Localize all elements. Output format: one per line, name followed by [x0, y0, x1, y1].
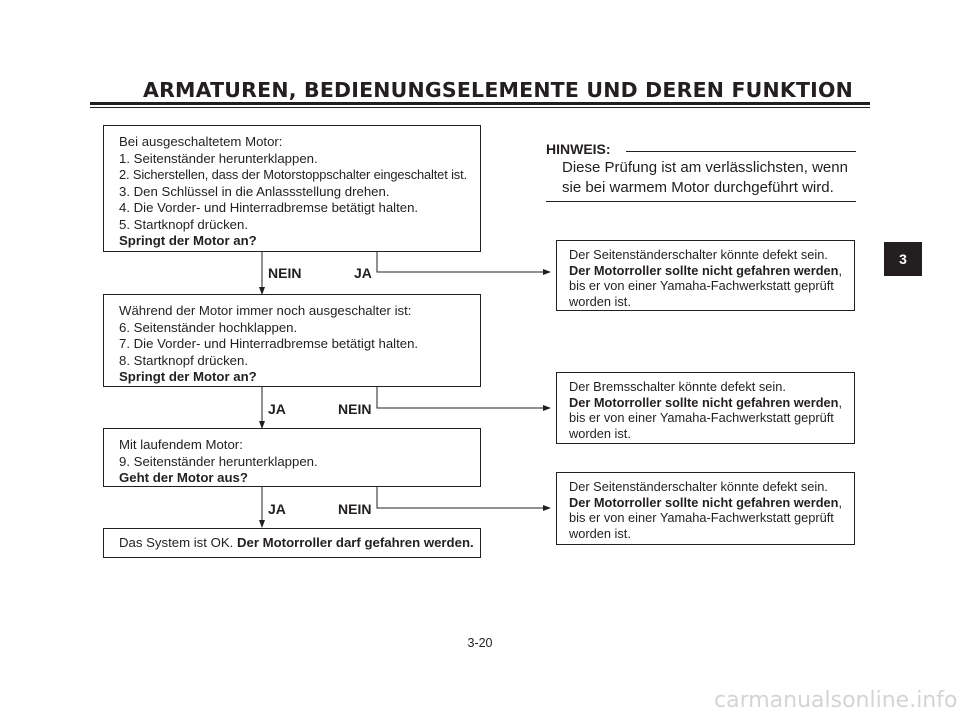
box3-line: 9. Seitenständer herunterklappen.: [119, 453, 318, 469]
note-text: [562, 158, 848, 198]
side-box-brake-switch: [556, 372, 855, 444]
side3-line1: Der Seitenständerschalter könnte defekt sein.: [569, 479, 828, 494]
side2-line2: [569, 395, 854, 411]
side2-line1: Der Bremsschalter könnte defekt sein.: [569, 379, 786, 394]
box1-line: 4. Die Vorder- und Hinterradbremse betätigt halten.: [119, 200, 419, 215]
side-box-sidestand-switch-2: [556, 472, 855, 545]
flow-box-step2: [103, 294, 481, 387]
side1-line2: [569, 263, 854, 279]
side3-bold: Der Motorroller sollte nicht gefahren werden: [569, 494, 839, 510]
box1-question: Springt der Motor an?: [119, 233, 257, 248]
box4-bold: Der Motorroller darf gefahren werden.: [236, 535, 474, 550]
page-number: 3-20: [467, 636, 493, 650]
box2-line: 6. Seitenständer hochklappen.: [119, 319, 298, 335]
flow-box-result-ok: [103, 528, 481, 558]
note-title: HINWEIS:: [546, 141, 611, 157]
label-ja: JA: [268, 501, 286, 517]
note-title-rule: [626, 151, 856, 152]
box2-line: 8. Startknopf drücken.: [119, 352, 249, 368]
watermark: carmanualsonline.info: [714, 688, 958, 713]
box4-text: Das System ist OK.: [119, 535, 237, 550]
page-title: ARMATUREN, BEDIENUNGSELEMENTE UND DEREN FUNKTION: [143, 78, 853, 102]
flow-box-step3: [103, 428, 481, 487]
note-bottom-rule: [546, 201, 856, 202]
label-ja: JA: [354, 265, 372, 281]
box1-line: 2. Sicherstellen, dass der Motorstoppschalter eingeschaltet ist.: [119, 167, 467, 182]
side1-bold: Der Motorroller sollte nicht gefahren werden: [569, 262, 839, 278]
label-nein: NEIN: [268, 265, 302, 281]
side1-line3: bis er von einer Yamaha-Fachwerkstatt geprüft: [569, 278, 834, 293]
side3-line4: worden ist.: [569, 525, 631, 541]
side1-line4: worden ist.: [569, 293, 631, 309]
side1-comma: ,: [838, 262, 843, 278]
side3-line2: [569, 495, 854, 511]
side2-bold: Der Motorroller sollte nicht gefahren werden: [569, 394, 839, 410]
note-line2: sie bei warmem Motor durchgeführt wird.: [562, 179, 834, 196]
box3-question: Geht der Motor aus?: [119, 470, 248, 485]
label-nein: NEIN: [338, 501, 372, 517]
arrow-box1-to-side1: [377, 252, 550, 272]
box2-line: Während der Motor immer noch ausgeschalter ist:: [119, 303, 412, 318]
side2-line4: worden ist.: [569, 425, 631, 441]
side3-line3: bis er von einer Yamaha-Fachwerkstatt geprüft: [569, 510, 834, 525]
label-ja: JA: [268, 401, 286, 417]
box2-question: Springt der Motor an?: [119, 369, 257, 384]
label-nein: NEIN: [338, 401, 372, 417]
side3-comma: ,: [838, 494, 843, 510]
box1-line: 5. Startknopf drücken.: [119, 216, 249, 232]
box2-line: 7. Die Vorder- und Hinterradbremse betätigt halten.: [119, 336, 419, 351]
box1-line: Bei ausgeschaltetem Motor:: [119, 134, 283, 149]
chapter-tab: 3: [884, 242, 922, 276]
box1-line: 1. Seitenständer herunterklappen.: [119, 150, 318, 166]
box3-line: Mit laufendem Motor:: [119, 437, 243, 452]
side1-line1: Der Seitenständerschalter könnte defekt sein.: [569, 247, 828, 262]
side2-comma: ,: [838, 394, 843, 410]
arrow-box2-to-side2: [377, 387, 550, 408]
box1-line: 3. Den Schlüssel in die Anlassstellung drehen.: [119, 183, 390, 199]
arrow-box3-to-side3: [377, 487, 550, 508]
flow-box-step1: [103, 125, 481, 252]
note-line1: Diese Prüfung ist am verlässlichsten, wenn: [562, 159, 848, 176]
side-box-sidestand-switch: [556, 240, 855, 311]
side2-line3: bis er von einer Yamaha-Fachwerkstatt geprüft: [569, 410, 834, 425]
